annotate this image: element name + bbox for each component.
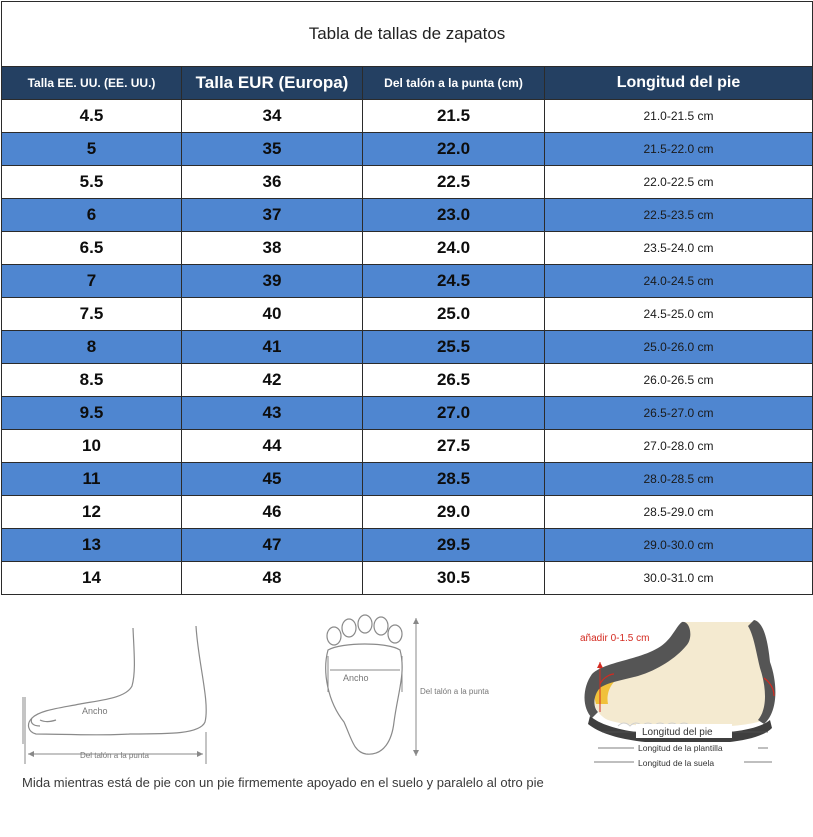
us-size-cell: 13 bbox=[2, 529, 182, 562]
table-row bbox=[2, 199, 813, 232]
us-size-cell: 12 bbox=[2, 496, 182, 529]
us-size-cell: 14 bbox=[2, 562, 182, 595]
foot-length-cell: 24.0-24.5 cm bbox=[545, 265, 813, 298]
us-size-cell: 7 bbox=[2, 265, 182, 298]
foot-length-cell: 28.5-29.0 cm bbox=[545, 496, 813, 529]
eur-size-cell: 41 bbox=[182, 331, 363, 364]
eur-size-cell: 38 bbox=[182, 232, 363, 265]
measuring-instructions: Mida mientras está de pie con un pie firmemente apoyado en el suelo y paralelo al otro pie bbox=[22, 775, 544, 790]
table-title: Tabla de tallas de zapatos bbox=[2, 2, 813, 67]
eur-size-cell: 44 bbox=[182, 430, 363, 463]
table-row bbox=[2, 100, 813, 133]
table-row bbox=[2, 463, 813, 496]
foot-side-illustration bbox=[20, 622, 215, 767]
heel-to-toe-cell: 25.5 bbox=[363, 331, 545, 364]
eur-size-cell: 48 bbox=[182, 562, 363, 595]
heel-to-toe-cell: 24.5 bbox=[363, 265, 545, 298]
foot-top-illustration bbox=[318, 612, 508, 762]
foot-length-cell: 28.0-28.5 cm bbox=[545, 463, 813, 496]
side-width-label: Ancho bbox=[82, 706, 108, 716]
eur-size-cell: 43 bbox=[182, 397, 363, 430]
heel-to-toe-cell: 21.5 bbox=[363, 100, 545, 133]
top-width-label: Ancho bbox=[343, 673, 369, 683]
eur-size-cell: 47 bbox=[182, 529, 363, 562]
foot-length-cell: 21.0-21.5 cm bbox=[545, 100, 813, 133]
eur-size-cell: 35 bbox=[182, 133, 363, 166]
table-row bbox=[2, 397, 813, 430]
eur-size-cell: 42 bbox=[182, 364, 363, 397]
heel-to-toe-cell: 27.5 bbox=[363, 430, 545, 463]
table-row bbox=[2, 529, 813, 562]
heel-to-toe-cell: 22.5 bbox=[363, 166, 545, 199]
us-size-cell: 5 bbox=[2, 133, 182, 166]
eur-size-cell: 46 bbox=[182, 496, 363, 529]
table-row bbox=[2, 562, 813, 595]
header-us-size: Talla EE. UU. (EE. UU.) bbox=[2, 67, 182, 100]
table-row bbox=[2, 331, 813, 364]
eur-size-cell: 36 bbox=[182, 166, 363, 199]
side-length-label: Del talón a la punta bbox=[80, 751, 149, 760]
us-size-cell: 8 bbox=[2, 331, 182, 364]
eur-size-cell: 37 bbox=[182, 199, 363, 232]
us-size-cell: 10 bbox=[2, 430, 182, 463]
us-size-cell: 4.5 bbox=[2, 100, 182, 133]
top-length-label: Del talón a la punta bbox=[420, 687, 489, 696]
foot-length-cell: 22.5-23.5 cm bbox=[545, 199, 813, 232]
shoe-foot-length-label: Longitud del pie bbox=[642, 727, 713, 738]
heel-to-toe-cell: 29.5 bbox=[363, 529, 545, 562]
heel-to-toe-cell: 27.0 bbox=[363, 397, 545, 430]
heel-to-toe-cell: 23.0 bbox=[363, 199, 545, 232]
header-heel-to-toe: Del talón a la punta (cm) bbox=[363, 67, 545, 100]
table-row bbox=[2, 496, 813, 529]
eur-size-cell: 39 bbox=[182, 265, 363, 298]
us-size-cell: 5.5 bbox=[2, 166, 182, 199]
eur-size-cell: 34 bbox=[182, 100, 363, 133]
foot-length-cell: 22.0-22.5 cm bbox=[545, 166, 813, 199]
heel-to-toe-cell: 22.0 bbox=[363, 133, 545, 166]
us-size-cell: 8.5 bbox=[2, 364, 182, 397]
table-row bbox=[2, 298, 813, 331]
us-size-cell: 11 bbox=[2, 463, 182, 496]
shoe-insole-length-label: Longitud de la plantilla bbox=[638, 743, 723, 753]
table-row bbox=[2, 166, 813, 199]
shoe-cross-section bbox=[578, 612, 788, 772]
us-size-cell: 6 bbox=[2, 199, 182, 232]
eur-size-cell: 45 bbox=[182, 463, 363, 496]
table-row bbox=[2, 430, 813, 463]
shoe-add-label: añadir 0-1.5 cm bbox=[580, 633, 650, 644]
foot-length-cell: 25.0-26.0 cm bbox=[545, 331, 813, 364]
us-size-cell: 9.5 bbox=[2, 397, 182, 430]
foot-length-cell: 26.0-26.5 cm bbox=[545, 364, 813, 397]
table-row bbox=[2, 232, 813, 265]
us-size-cell: 6.5 bbox=[2, 232, 182, 265]
foot-length-cell: 26.5-27.0 cm bbox=[545, 397, 813, 430]
heel-to-toe-cell: 25.0 bbox=[363, 298, 545, 331]
heel-to-toe-cell: 26.5 bbox=[363, 364, 545, 397]
header-foot-length: Longitud del pie bbox=[545, 67, 813, 100]
foot-length-cell: 30.0-31.0 cm bbox=[545, 562, 813, 595]
heel-to-toe-cell: 29.0 bbox=[363, 496, 545, 529]
foot-length-cell: 27.0-28.0 cm bbox=[545, 430, 813, 463]
heel-to-toe-cell: 30.5 bbox=[363, 562, 545, 595]
table-body bbox=[2, 100, 813, 595]
foot-length-cell: 24.5-25.0 cm bbox=[545, 298, 813, 331]
shoe-sole-length-label: Longitud de la suela bbox=[638, 758, 715, 768]
heel-to-toe-cell: 28.5 bbox=[363, 463, 545, 496]
foot-length-cell: 23.5-24.0 cm bbox=[545, 232, 813, 265]
foot-length-cell: 29.0-30.0 cm bbox=[545, 529, 813, 562]
eur-size-cell: 40 bbox=[182, 298, 363, 331]
size-table bbox=[1, 1, 813, 595]
foot-length-cell: 21.5-22.0 cm bbox=[545, 133, 813, 166]
table-row bbox=[2, 133, 813, 166]
us-size-cell: 7.5 bbox=[2, 298, 182, 331]
table-row bbox=[2, 265, 813, 298]
table-row bbox=[2, 364, 813, 397]
header-eur-size: Talla EUR (Europa) bbox=[182, 67, 363, 100]
header-row bbox=[2, 67, 813, 100]
heel-to-toe-cell: 24.0 bbox=[363, 232, 545, 265]
